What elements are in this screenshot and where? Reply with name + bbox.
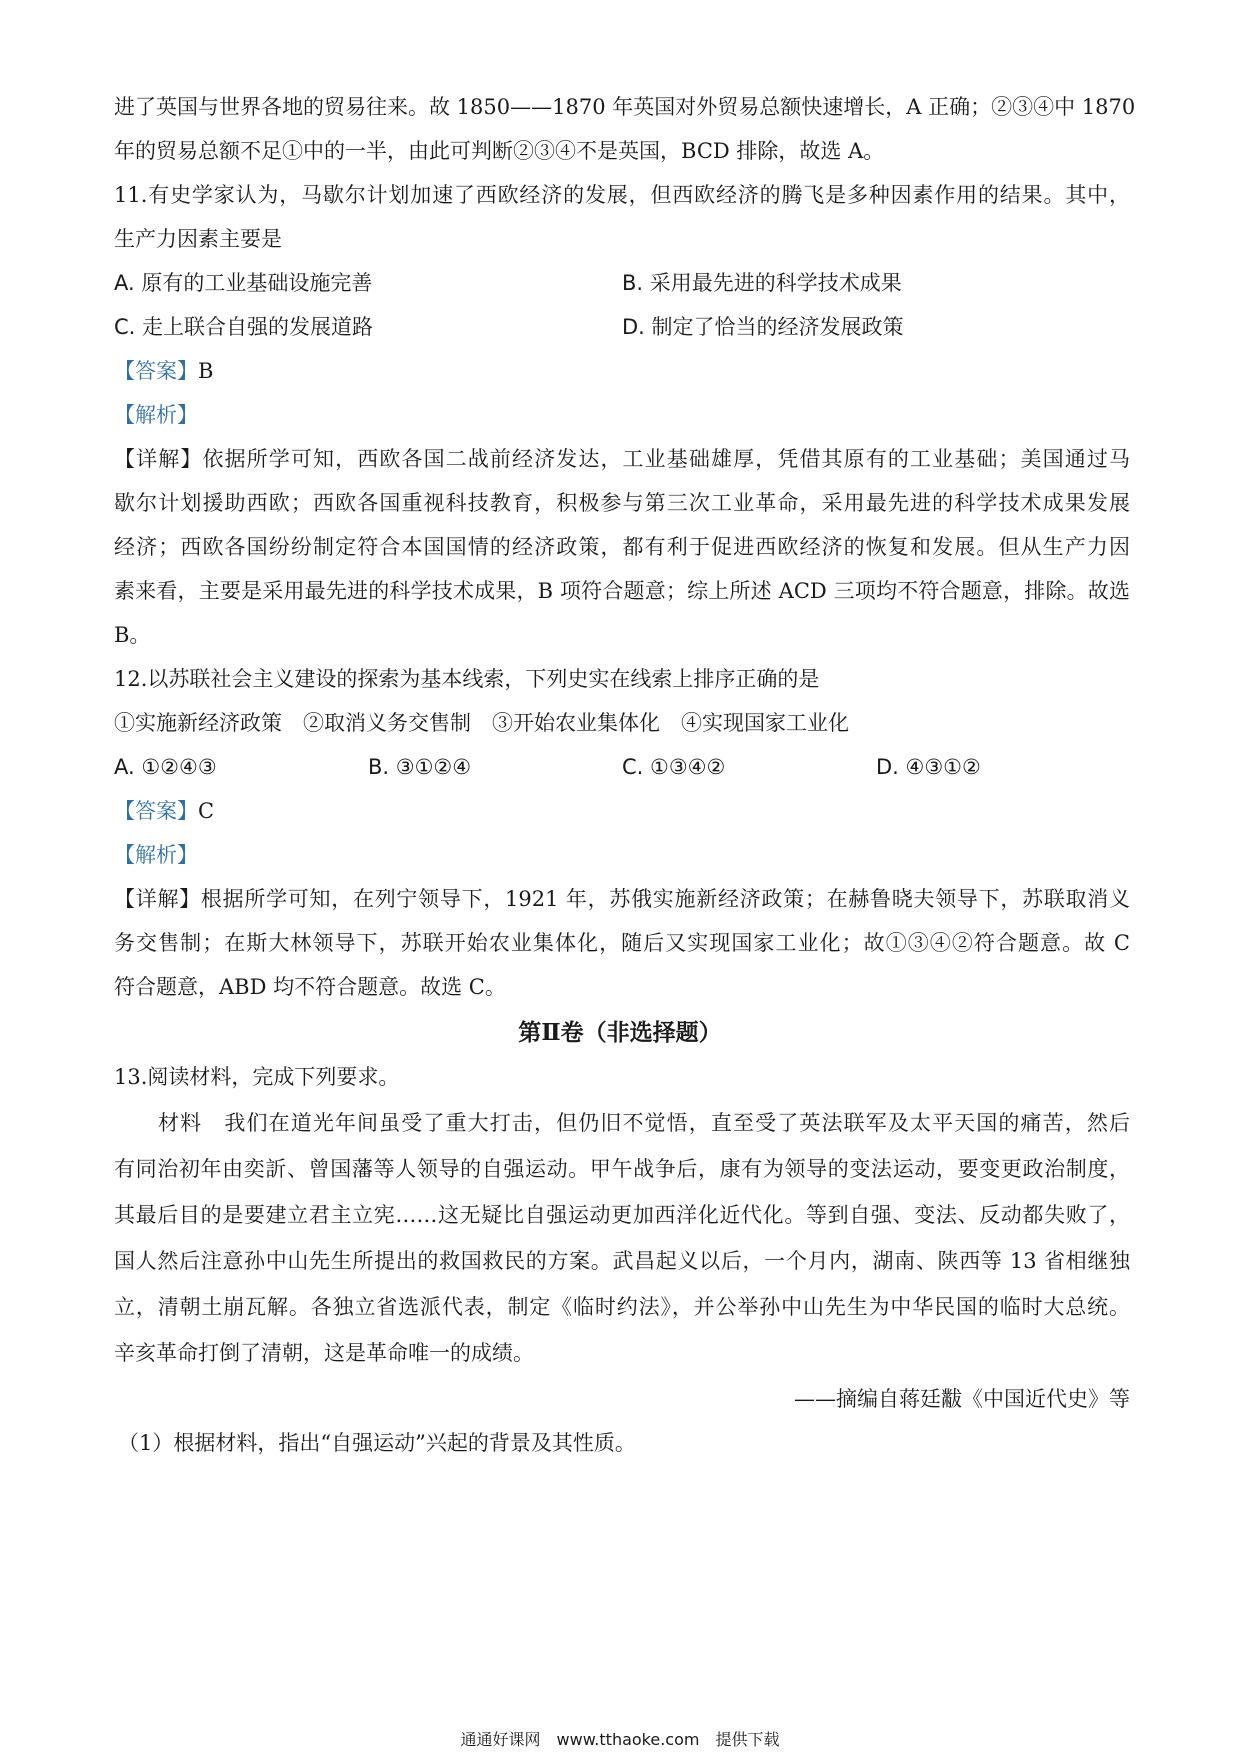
paragraph-line: 进了英国与世界各地的贸易往来。故 1850——1870 年英国对外贸易总额快速增长，A 正确；②③④中 1870: [114, 95, 1136, 119]
material-line: 国人然后注意孙中山先生所提出的救国救民的方案。武昌起义以后，一个月内，湖南、陕西等 13 省相继独: [114, 1249, 1130, 1273]
analysis-tag: 【解析】: [114, 843, 198, 867]
material-line: 立，清朝土崩瓦解。各独立省选派代表，制定《临时约法》，并公举孙中山先生为中华民国的临时大总统。: [114, 1295, 1130, 1319]
q12-detail-line: 务交售制；在斯大林领导下，苏联开始农业集体化，随后又实现国家工业化；故①③④②符合题意。故 C: [114, 931, 1130, 955]
q11-option-d: D. 制定了恰当的经济发展政策: [622, 315, 904, 339]
answer-tag: 【答案】: [114, 799, 198, 823]
analysis-tag: 【解析】: [114, 403, 198, 427]
question-11-stem: 11.有史学家认为，马歇尔计划加速了西欧经济的发展，但西欧经济的腾飞是多种因素作用的结果。其中，: [114, 183, 1130, 207]
answer-value: B: [198, 359, 214, 383]
q12-option-c: C. ①③④②: [622, 755, 726, 779]
q12-detail-line: [114, 884, 1130, 914]
detail-text: 根据所学可知，在列宁领导下，1921 年，苏俄实施新经济政策；在赫鲁晓夫领导下，苏联取消义: [200, 887, 1130, 911]
detail-text: 依据所学可知，西欧各国二战前经济发达，工业基础雄厚，凭借其原有的工业基础；美国通过马: [202, 447, 1131, 471]
q11-answer: [114, 356, 1130, 386]
q12-answer: [114, 796, 1130, 826]
q11-analysis: [114, 400, 1130, 430]
q12-option-a: A. ①②④③: [114, 755, 217, 779]
q12-items: ①实施新经济政策 ②取消义务交售制 ③开始农业集体化 ④实现国家工业化: [114, 711, 849, 735]
section-title: 第Ⅱ卷（非选择题）: [518, 1019, 722, 1046]
paragraph-line: 年的贸易总额不足①中的一半，由此可判断②③④不是英国，BCD 排除，故选 A。: [114, 139, 885, 163]
page-footer: 通通好课网 www.tthaoke.com 提供下载: [460, 1730, 780, 1749]
q11-detail-line: 歇尔计划援助西欧；西欧各国重视科技教育，积极参与第三次工业革命，采用最先进的科学技术成果发展: [114, 491, 1130, 515]
q11-detail-line: 素来看，主要是采用最先进的科学技术成果，B 项符合题意；综上所述 ACD 三项均不符合题意，排除。故选: [114, 579, 1130, 603]
q12-analysis: [114, 840, 1130, 870]
question-13-stem: 13.阅读材料，完成下列要求。: [114, 1065, 400, 1089]
answer-tag: 【答案】: [114, 359, 198, 383]
material-line: 其最后目的是要建立君主立宪……这无疑比自强运动更加西洋化近代化。等到自强、变法、反动都失败了，: [114, 1203, 1130, 1227]
q13-subquestion-1: （1）根据材料，指出“自强运动”兴起的背景及其性质。: [118, 1431, 636, 1455]
q11-option-a: A. 原有的工业基础设施完善: [114, 271, 373, 295]
question-11-stem-cont: 生产力因素主要是: [114, 227, 282, 251]
material-line: 材料 我们在道光年间虽受了重大打击，但仍旧不觉悟，直至受了英法联军及太平天国的痛苦，然后: [158, 1111, 1130, 1135]
q11-detail-line: B。: [114, 623, 151, 647]
q12-detail-line: 符合题意，ABD 均不符合题意。故选 C。: [114, 975, 506, 999]
q11-option-b: B. 采用最先进的科学技术成果: [622, 271, 902, 295]
material-line: 有同治初年由奕訢、曾国藩等人领导的自强运动。甲午战争后，康有为领导的变法运动，要变更政治制度，: [114, 1157, 1130, 1181]
q12-option-d: D. ④③①②: [876, 755, 981, 779]
question-12-stem: 12.以苏联社会主义建设的探索为基本线索，下列史实在线索上排序正确的是: [114, 667, 820, 691]
q12-option-b: B. ③①②④: [368, 755, 472, 779]
q11-detail-line: [114, 444, 1130, 474]
answer-value: C: [198, 799, 215, 823]
q11-option-c: C. 走上联合自强的发展道路: [114, 315, 374, 339]
detail-tag: 【详解】: [114, 447, 203, 471]
q11-detail-line: 经济；西欧各国纷纷制定符合本国国情的经济政策，都有利于促进西欧经济的恢复和发展。但从生产力因: [114, 535, 1130, 559]
detail-tag: 【详解】: [114, 887, 201, 911]
material-line: 辛亥革命打倒了清朝，这是革命唯一的成绩。: [114, 1341, 534, 1365]
material-source: ——摘编自蒋廷黻《中国近代史》等: [794, 1387, 1130, 1411]
